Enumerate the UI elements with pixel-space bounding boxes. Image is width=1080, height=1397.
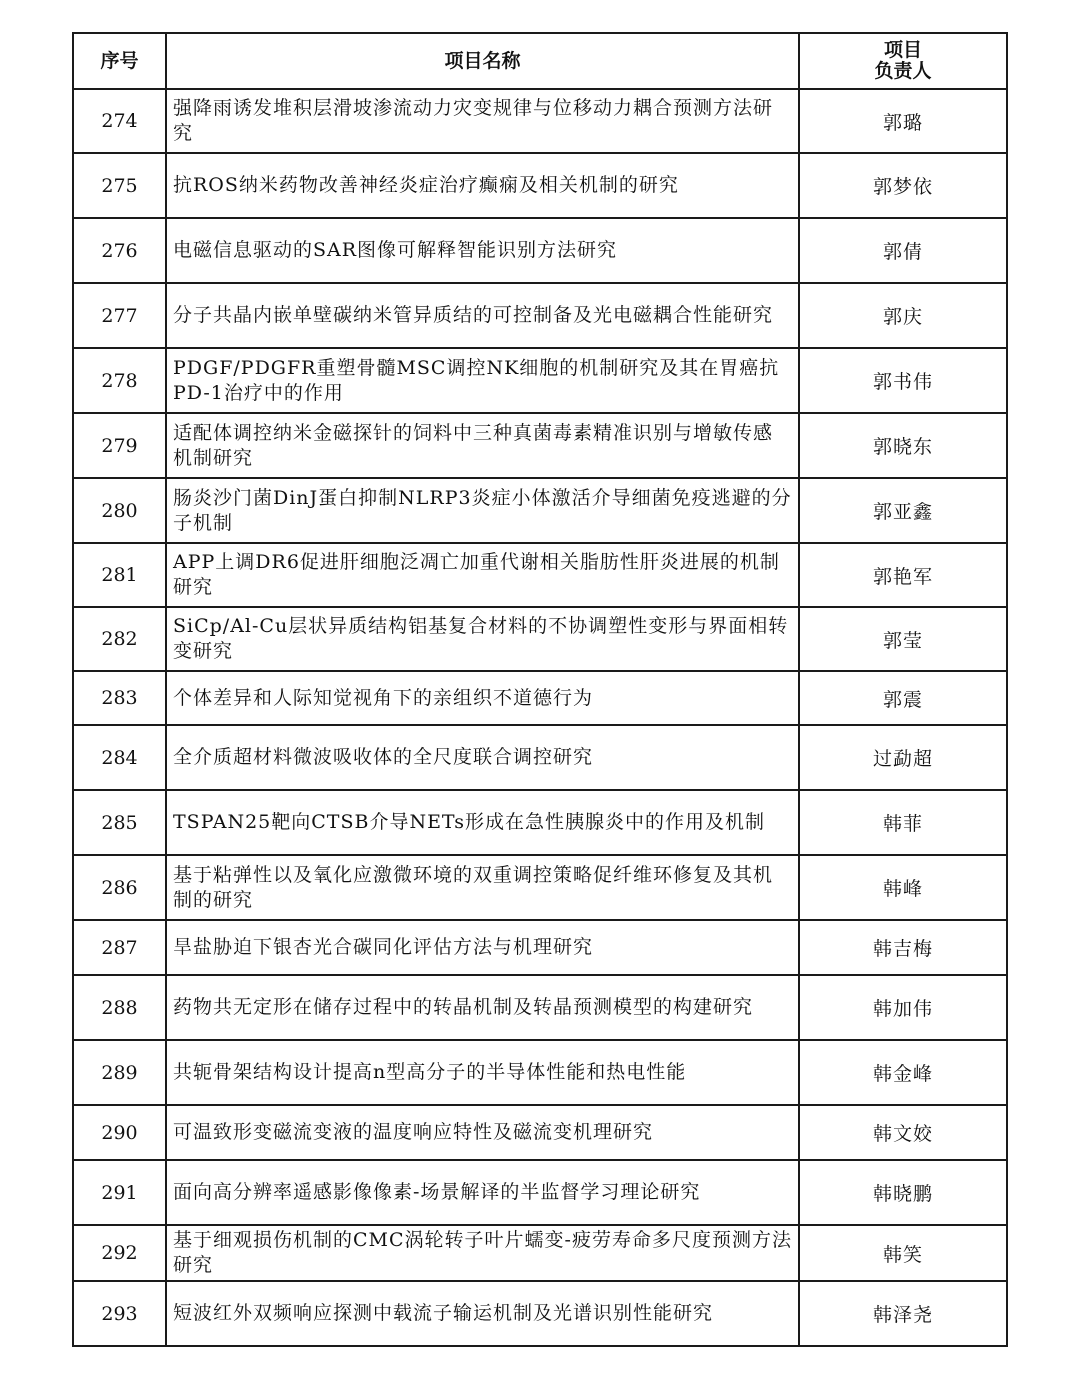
row-owner: 韩吉梅 — [799, 920, 1007, 975]
row-owner: 韩加伟 — [799, 975, 1007, 1040]
table-row — [73, 725, 1007, 790]
row-number: 282 — [73, 607, 166, 671]
table-row — [73, 89, 1007, 153]
row-number: 279 — [73, 413, 166, 478]
table-row — [73, 218, 1007, 283]
row-owner: 郭震 — [799, 671, 1007, 725]
row-number: 286 — [73, 855, 166, 920]
row-owner: 郭艳军 — [799, 543, 1007, 607]
row-project-name: 分子共晶内嵌单壁碳纳米管异质结的可控制备及光电磁耦合性能研究 — [166, 283, 799, 348]
header-owner-line1: 项目 — [883, 39, 922, 61]
row-number: 290 — [73, 1105, 166, 1160]
row-owner: 郭梦依 — [799, 153, 1007, 218]
row-owner: 韩峰 — [799, 855, 1007, 920]
row-number: 280 — [73, 478, 166, 543]
project-table — [72, 32, 1008, 1347]
row-project-name: APP上调DR6促进肝细胞泛凋亡加重代谢相关脂肪性肝炎进展的机制研究 — [166, 543, 799, 607]
row-number: 283 — [73, 671, 166, 725]
row-project-name: 全介质超材料微波吸收体的全尺度联合调控研究 — [166, 725, 799, 790]
row-project-name: 抗ROS纳米药物改善神经炎症治疗癫痫及相关机制的研究 — [166, 153, 799, 218]
row-project-name: 药物共无定形在储存过程中的转晶机制及转晶预测模型的构建研究 — [166, 975, 799, 1040]
row-number: 292 — [73, 1225, 166, 1281]
row-number: 274 — [73, 89, 166, 153]
table-row — [73, 607, 1007, 671]
row-project-name: 面向高分辨率遥感影像像素-场景解译的半监督学习理论研究 — [166, 1160, 799, 1225]
table-row — [73, 348, 1007, 413]
row-owner: 郭莹 — [799, 607, 1007, 671]
header-row — [73, 33, 1007, 89]
row-project-name: 可温致形变磁流变液的温度响应特性及磁流变机理研究 — [166, 1105, 799, 1160]
row-owner: 韩泽尧 — [799, 1281, 1007, 1346]
row-project-name: SiCp/Al-Cu层状异质结构铝基复合材料的不协调塑性变形与界面相转变研究 — [166, 607, 799, 671]
header-name: 项目名称 — [166, 33, 799, 89]
row-number: 278 — [73, 348, 166, 413]
table-row — [73, 975, 1007, 1040]
row-number: 277 — [73, 283, 166, 348]
table-row — [73, 153, 1007, 218]
row-number: 276 — [73, 218, 166, 283]
row-project-name: 强降雨诱发堆积层滑坡渗流动力灾变规律与位移动力耦合预测方法研究 — [166, 89, 799, 153]
row-project-name: 短波红外双频响应探测中载流子输运机制及光谱识别性能研究 — [166, 1281, 799, 1346]
row-number: 275 — [73, 153, 166, 218]
table-row — [73, 920, 1007, 975]
row-number: 288 — [73, 975, 166, 1040]
table-row — [73, 1105, 1007, 1160]
row-number: 293 — [73, 1281, 166, 1346]
table-row — [73, 283, 1007, 348]
table-row — [73, 671, 1007, 725]
row-owner: 韩文姣 — [799, 1105, 1007, 1160]
row-number: 287 — [73, 920, 166, 975]
table-row — [73, 1281, 1007, 1346]
row-owner: 韩菲 — [799, 790, 1007, 855]
row-owner: 韩笑 — [799, 1225, 1007, 1281]
table-row — [73, 413, 1007, 478]
table-row — [73, 543, 1007, 607]
row-owner: 过勐超 — [799, 725, 1007, 790]
row-number: 285 — [73, 790, 166, 855]
row-number: 289 — [73, 1040, 166, 1105]
row-owner: 郭亚鑫 — [799, 478, 1007, 543]
row-project-name: 电磁信息驱动的SAR图像可解释智能识别方法研究 — [166, 218, 799, 283]
row-project-name: PDGF/PDGFR重塑骨髓MSC调控NK细胞的机制研究及其在胃癌抗PD-1治疗中的作用 — [166, 348, 799, 413]
row-project-name: TSPAN25靶向CTSB介导NETs形成在急性胰腺炎中的作用及机制 — [166, 790, 799, 855]
row-owner: 郭书伟 — [799, 348, 1007, 413]
row-owner: 韩晓鹏 — [799, 1160, 1007, 1225]
table-row — [73, 855, 1007, 920]
row-project-name: 共轭骨架结构设计提高n型高分子的半导体性能和热电性能 — [166, 1040, 799, 1105]
row-owner: 韩金峰 — [799, 1040, 1007, 1105]
table-row — [73, 1160, 1007, 1225]
row-owner: 郭璐 — [799, 89, 1007, 153]
table-row — [73, 790, 1007, 855]
header-number: 序号 — [73, 33, 166, 89]
row-project-name: 基于细观损伤机制的CMC涡轮转子叶片蠕变-疲劳寿命多尺度预测方法研究 — [166, 1225, 799, 1281]
row-number: 284 — [73, 725, 166, 790]
header-owner — [799, 33, 1007, 89]
row-project-name: 旱盐胁迫下银杏光合碳同化评估方法与机理研究 — [166, 920, 799, 975]
row-project-name: 基于粘弹性以及氧化应激微环境的双重调控策略促纤维环修复及其机制的研究 — [166, 855, 799, 920]
row-owner: 郭倩 — [799, 218, 1007, 283]
row-project-name: 适配体调控纳米金磁探针的饲料中三种真菌毒素精准识别与增敏传感机制研究 — [166, 413, 799, 478]
table-row — [73, 478, 1007, 543]
row-owner: 郭晓东 — [799, 413, 1007, 478]
row-number: 281 — [73, 543, 166, 607]
table-row — [73, 1225, 1007, 1281]
header-owner-line2: 负责人 — [874, 60, 932, 82]
row-project-name: 个体差异和人际知觉视角下的亲组织不道德行为 — [166, 671, 799, 725]
row-project-name: 肠炎沙门菌DinJ蛋白抑制NLRP3炎症小体激活介导细菌免疫逃避的分子机制 — [166, 478, 799, 543]
table-row — [73, 1040, 1007, 1105]
row-number: 291 — [73, 1160, 166, 1225]
row-owner: 郭庆 — [799, 283, 1007, 348]
